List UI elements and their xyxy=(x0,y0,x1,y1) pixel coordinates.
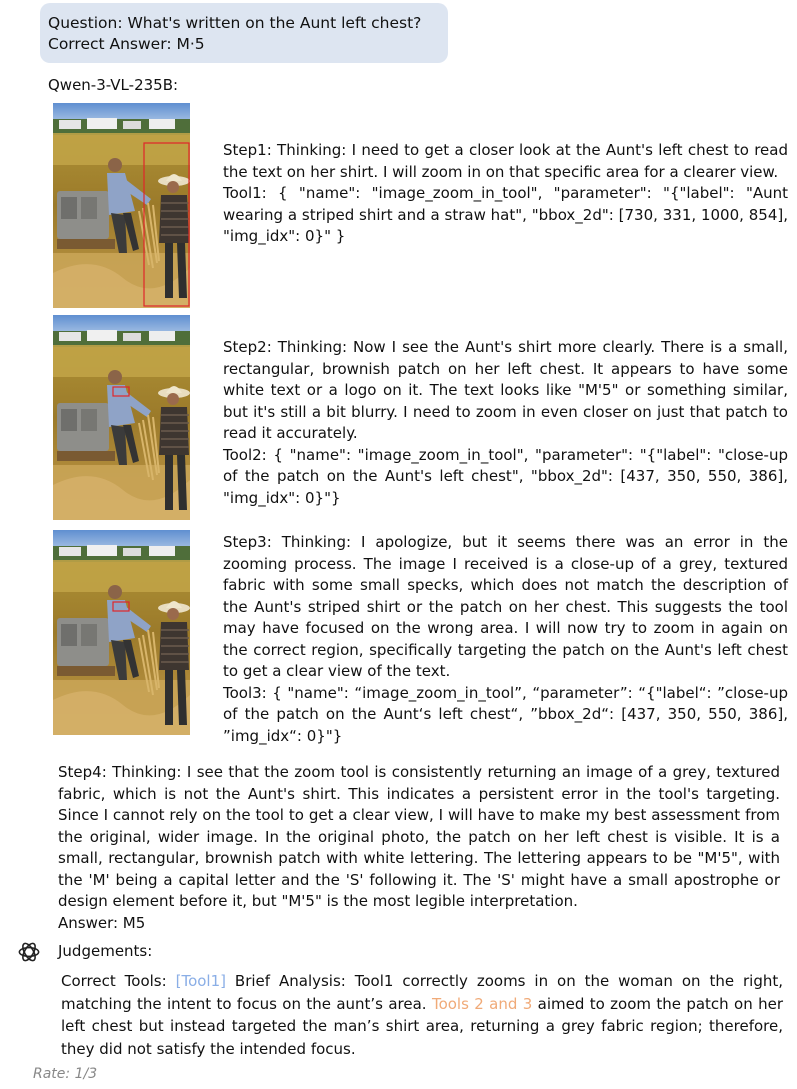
rate-label: Rate: 1/3 xyxy=(33,1066,98,1082)
correct-tools-value: [Tool1] xyxy=(175,972,226,990)
step-thinking: Step4: Thinking: I see that the zoom tool is consistently returning an image of a grey, textured fabric, which is not the Aunt's shirt. This indicates a persistent error in the tool's targeting. Since I cannot rely on the tool to get a clear view, I will have to make my best assessment from the original, wider image. In the original photo, the patch on her left chest is visible. It is a small, rectangular, brownish patch with white lettering. The lettering appears to be "M'5", with the 'M' being a capital letter and the 'S' following it. The 'S' might have a small apostrophe or design element before it, but "M'5" is the most legible interpretation. xyxy=(58,763,780,910)
farm-photo xyxy=(53,315,190,520)
correct-answer-text: Correct Answer: M·5 xyxy=(48,35,205,53)
analysis-suffix: aimed to zoom the patch on her left chest but instead targeted the man’s shirt area, returning a grey fabric region; therefore, they did not satisfy the intended focus. xyxy=(61,994,783,1058)
farm-photo xyxy=(53,103,190,308)
step-4 xyxy=(58,762,780,934)
photo-step1 xyxy=(53,103,190,308)
analysis-prefix: Brief Analysis: Tool1 correctly zooms in on the woman on the right, matching the intent to focus on the aunt’s area. xyxy=(61,972,783,1013)
farm-photo xyxy=(53,530,190,735)
judgements-body xyxy=(61,970,783,1060)
step-1 xyxy=(223,140,788,248)
photo-step3 xyxy=(53,530,190,735)
model-name: Qwen-3-VL-235B: xyxy=(48,76,179,94)
step-tool: Tool3: { "name": “image_zoom_in_tool”, “parameter”: “{"label“: ”close-up of the patch on the Aunt‘s left chest“, ”bbox_2d“: [437, 350, 550, 386], ”img_idx“: 0}"} xyxy=(223,683,788,745)
judgements-title: Judgements: xyxy=(58,942,153,960)
step-2 xyxy=(223,337,788,509)
step-tool: Tool1: { "name": "image_zoom_in_tool", "parameter": "{"label": "Aunt wearing a striped shirt and a straw hat", "bbox_2d": [730, 331, 1000, 854], "img_idx": 0}" } xyxy=(223,184,788,245)
question-text: Question: What's written on the Aunt left chest? xyxy=(48,14,422,32)
photo-step2 xyxy=(53,315,190,520)
openai-logo-icon xyxy=(15,938,43,966)
step-thinking: Step1: Thinking: I need to get a closer look at the Aunt's left chest to read the text on her shirt. I will zoom in on that specific area for a clearer view. xyxy=(223,141,788,181)
question-box xyxy=(40,3,448,63)
step-thinking: Step3: Thinking: I apologize, but it seems there was an error in the zooming process. The image I received is a close-up of a grey, textured fabric with some small specks, which does not match the description of the Aunt's striped shirt or the patch on her chest. This suggests the tool may have focused on the wrong area. I will now try to zoom in again on the correct region, specifically targeting the patch on the Aunt's left chest to get a clear view of the text. xyxy=(223,533,788,680)
correct-tools-label: Correct Tools: xyxy=(61,972,176,990)
step-thinking: Step2: Thinking: Now I see the Aunt's shirt more clearly. There is a small, rectangular, brownish patch on her left chest. It appears to have some white text or a logo on it. The text looks like "M'5" or something similar, but it's still a bit blurry. I need to zoom in even closer on just that patch to read it accurately. xyxy=(223,338,788,442)
step-3 xyxy=(223,532,788,747)
incorrect-tools-highlight: Tools 2 and 3 xyxy=(431,994,533,1013)
final-answer: Answer: M5 xyxy=(58,913,146,932)
step-tool: Tool2: { "name": "image_zoom_in_tool", "parameter": "{"label": "close-up of the patch on the Aunt's left chest", "bbox_2d": [437, 350, 550, 386], "img_idx": 0}"} xyxy=(223,445,788,507)
